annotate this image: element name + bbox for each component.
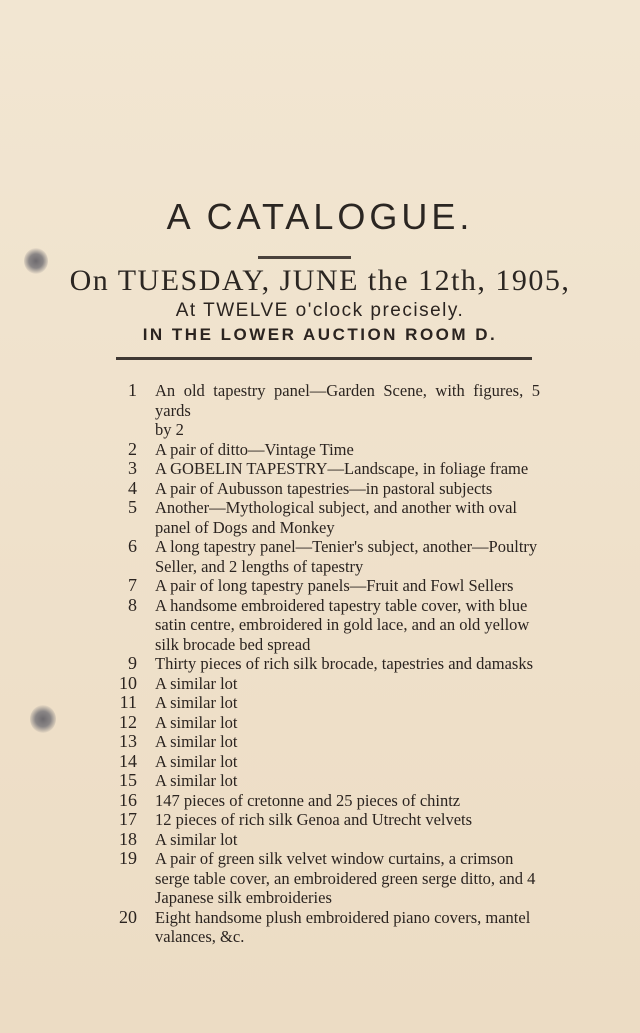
lot-item	[100, 752, 540, 772]
lot-item	[100, 596, 540, 655]
lot-description	[155, 752, 540, 772]
lot-item	[100, 537, 540, 576]
lot-number: 12	[119, 711, 137, 732]
lot-number: 1	[128, 380, 137, 400]
lot-number: 7	[128, 575, 137, 595]
lot-item	[100, 576, 540, 596]
catalogue-title: A CATALOGUE.	[166, 196, 474, 237]
sale-room: IN THE LOWER AUCTION ROOM D.	[142, 325, 498, 344]
lot-description-line: A pair of Aubusson tapestries—in pastoral subjects	[155, 478, 493, 498]
lot-description	[155, 810, 540, 830]
header-divider	[116, 357, 532, 360]
lot-description	[155, 771, 540, 791]
title-divider	[258, 256, 351, 259]
lot-description-line: A similar lot	[155, 712, 238, 732]
lot-item	[100, 849, 540, 908]
lot-number: 11	[119, 692, 137, 712]
lot-item	[100, 713, 540, 733]
lot-description	[155, 732, 540, 752]
lot-number: 9	[128, 653, 137, 673]
lot-description-line: A GOBELIN TAPESTRY—Landscape, in foliage frame	[155, 459, 529, 478]
lot-item	[100, 908, 540, 947]
lot-description	[155, 830, 540, 850]
lot-item	[100, 381, 540, 440]
lot-item	[100, 791, 540, 811]
lot-number: 13	[119, 731, 137, 751]
sale-time: At TWELVE o'clock precisely.	[175, 300, 465, 321]
lot-number: 4	[128, 477, 137, 498]
lot-description-line: serge table cover, an embroidered green serge ditto, and 4	[155, 868, 536, 888]
lot-number: 6	[128, 536, 137, 556]
lot-item	[100, 654, 540, 674]
lot-description-line: panel of Dogs and Monkey	[155, 517, 335, 537]
lot-description-line: A handsome embroidered tapestry table cover, with blue	[155, 595, 528, 615]
lot-description	[155, 479, 540, 499]
lot-description	[155, 498, 540, 537]
lot-number: 15	[119, 770, 137, 790]
lot-description	[155, 459, 540, 479]
lot-description-line: A similar lot	[155, 732, 238, 751]
lot-item	[100, 810, 540, 830]
lot-description	[155, 576, 540, 596]
lot-description-line: satin centre, embroidered in gold lace, and an old yellow	[155, 615, 530, 634]
sale-date: On TUESDAY, JUNE the 12th, 1905,	[69, 264, 571, 297]
lot-item	[100, 830, 540, 850]
lot-number: 10	[119, 672, 137, 693]
lot-item	[100, 693, 540, 713]
lot-description	[155, 381, 540, 440]
lot-item	[100, 498, 540, 537]
lot-description-line: A similar lot	[155, 693, 238, 712]
lot-description-line: An old tapestry panel—Garden Scene, with figures, 5 yards	[155, 381, 540, 420]
lot-description-line: Eight handsome plush embroidered piano covers, mantel	[155, 907, 531, 927]
lot-description-line: Thirty pieces of rich silk brocade, tapestries and damasks	[155, 654, 534, 673]
lot-description-line: A pair of green silk velvet window curtains, a crimson	[155, 849, 514, 868]
lot-description-line: 12 pieces of rich silk Genoa and Utrecht velvets	[155, 810, 473, 829]
lot-list	[100, 381, 540, 947]
lot-item	[100, 479, 540, 499]
lot-number: 5	[128, 497, 137, 517]
lot-description-line: Seller, and 2 lengths of tapestry	[155, 556, 364, 576]
lot-number: 2	[128, 438, 137, 459]
lot-number: 3	[128, 458, 137, 478]
lot-description	[155, 908, 540, 947]
lot-number: 17	[119, 809, 137, 829]
lot-item	[100, 674, 540, 694]
lot-description-line: Another—Mythological subject, and another with oval	[155, 498, 518, 517]
lot-description	[155, 654, 540, 674]
lot-description-line: A similar lot	[155, 829, 238, 849]
lot-description-line: A similar lot	[155, 751, 238, 771]
lot-description-line: Japanese silk embroideries	[155, 888, 332, 907]
lot-description	[155, 596, 540, 655]
ink-spot-bottom	[30, 705, 56, 733]
lot-item	[100, 459, 540, 479]
lot-number: 18	[119, 828, 137, 849]
lot-item	[100, 771, 540, 791]
lot-description-line: A pair of ditto—Vintage Time	[155, 439, 354, 459]
lot-number: 16	[119, 789, 137, 810]
lot-description	[155, 674, 540, 694]
lot-number: 8	[128, 594, 137, 615]
lot-number: 20	[119, 906, 137, 927]
lot-description	[155, 693, 540, 713]
lot-number: 14	[119, 750, 137, 771]
lot-description-line: by 2	[155, 420, 184, 439]
lot-description-line: valances, &c.	[155, 927, 245, 946]
lot-description-line: 147 pieces of cretonne and 25 pieces of chintz	[155, 790, 461, 810]
lot-description-line: A similar lot	[155, 673, 238, 693]
lot-description	[155, 849, 540, 908]
lot-description-line: A similar lot	[155, 771, 238, 790]
lot-description	[155, 791, 540, 811]
lot-description-line: A pair of long tapestry panels—Fruit and Fowl Sellers	[155, 576, 514, 595]
lot-item	[100, 732, 540, 752]
lot-number: 19	[119, 848, 137, 868]
lot-description	[155, 440, 540, 460]
lot-item	[100, 440, 540, 460]
lot-description-line: silk brocade bed spread	[155, 634, 311, 654]
lot-description-line: A long tapestry panel—Tenier's subject, another—Poultry	[155, 537, 538, 556]
lot-description	[155, 537, 540, 576]
lot-description	[155, 713, 540, 733]
